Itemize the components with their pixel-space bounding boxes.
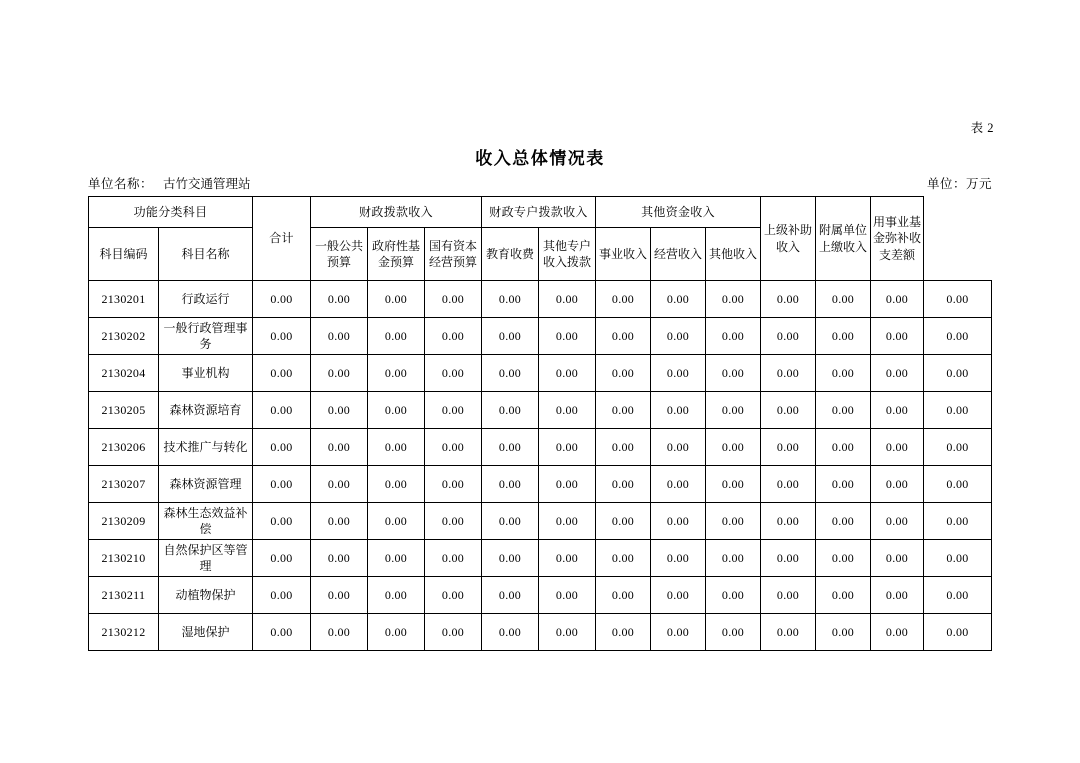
cell-value: 0.00 (539, 577, 596, 614)
cell-value: 0.00 (425, 466, 482, 503)
cell-code: 2130210 (89, 540, 159, 577)
cell-value: 0.00 (482, 392, 539, 429)
cell-name: 湿地保护 (159, 614, 253, 651)
cell-value: 0.00 (425, 281, 482, 318)
cell-value: 0.00 (761, 355, 816, 392)
cell-value: 0.00 (761, 318, 816, 355)
table-row (89, 466, 992, 503)
cell-value: 0.00 (311, 429, 368, 466)
cell-name: 自然保护区等管理 (159, 540, 253, 577)
cell-code: 2130206 (89, 429, 159, 466)
cell-value: 0.00 (482, 503, 539, 540)
cell-value: 0.00 (871, 614, 924, 651)
table-row (89, 540, 992, 577)
cell-value: 0.00 (706, 466, 761, 503)
cell-value: 0.00 (816, 466, 871, 503)
cell-value: 0.00 (425, 577, 482, 614)
cell-value: 0.00 (425, 614, 482, 651)
cell-value: 0.00 (539, 281, 596, 318)
cell-value: 0.00 (425, 503, 482, 540)
table-row (89, 392, 992, 429)
header-state-capital-budget: 国有资本经营预算 (425, 228, 482, 281)
cell-value: 0.00 (651, 503, 706, 540)
cell-value: 0.00 (482, 318, 539, 355)
cell-value: 0.00 (871, 429, 924, 466)
cell-value: 0.00 (539, 355, 596, 392)
header-fiscal-special-account: 财政专户拨款收入 (482, 197, 596, 228)
cell-value: 0.00 (816, 392, 871, 429)
cell-value: 0.00 (924, 355, 992, 392)
cell-value: 0.00 (761, 503, 816, 540)
header-gov-fund-budget: 政府性基金预算 (368, 228, 425, 281)
header-general-public-budget: 一般公共预算 (311, 228, 368, 281)
table-row (89, 429, 992, 466)
cell-value: 0.00 (368, 318, 425, 355)
cell-value: 0.00 (871, 577, 924, 614)
table-row (89, 577, 992, 614)
cell-value: 0.00 (368, 503, 425, 540)
cell-value: 0.00 (596, 281, 651, 318)
cell-code: 2130201 (89, 281, 159, 318)
cell-value: 0.00 (706, 429, 761, 466)
cell-code: 2130207 (89, 466, 159, 503)
header-category: 功能分类科目 (89, 197, 253, 228)
header-affiliated-unit: 附属单位上缴收入 (816, 197, 871, 281)
header-code: 科目编码 (89, 228, 159, 281)
cell-value: 0.00 (253, 577, 311, 614)
cell-value: 0.00 (924, 429, 992, 466)
cell-value: 0.00 (368, 577, 425, 614)
cell-value: 0.00 (816, 614, 871, 651)
cell-value: 0.00 (924, 540, 992, 577)
table-row (89, 281, 992, 318)
cell-value: 0.00 (816, 318, 871, 355)
cell-value: 0.00 (253, 281, 311, 318)
cell-value: 0.00 (253, 355, 311, 392)
header-other-funds: 其他资金收入 (596, 197, 761, 228)
cell-value: 0.00 (253, 614, 311, 651)
cell-value: 0.00 (311, 392, 368, 429)
cell-value: 0.00 (482, 281, 539, 318)
cell-value: 0.00 (706, 355, 761, 392)
cell-value: 0.00 (311, 355, 368, 392)
cell-value: 0.00 (871, 355, 924, 392)
cell-value: 0.00 (651, 614, 706, 651)
cell-value: 0.00 (425, 318, 482, 355)
cell-value: 0.00 (651, 466, 706, 503)
cell-value: 0.00 (871, 466, 924, 503)
cell-value: 0.00 (368, 429, 425, 466)
cell-value: 0.00 (706, 318, 761, 355)
cell-value: 0.00 (596, 355, 651, 392)
cell-value: 0.00 (253, 466, 311, 503)
unit-name-value: 古竹交通管理站 (163, 177, 251, 191)
cell-value: 0.00 (482, 577, 539, 614)
table-row (89, 503, 992, 540)
header-operating-income: 经营收入 (651, 228, 706, 281)
cell-value: 0.00 (253, 540, 311, 577)
unit-measure: 单位：万元 (926, 177, 992, 191)
cell-value: 0.00 (311, 577, 368, 614)
cell-value: 0.00 (871, 540, 924, 577)
table-body (89, 281, 992, 651)
table-row (89, 318, 992, 355)
cell-value: 0.00 (761, 429, 816, 466)
cell-name: 森林生态效益补偿 (159, 503, 253, 540)
cell-name: 技术推广与转化 (159, 429, 253, 466)
cell-value: 0.00 (871, 318, 924, 355)
cell-value: 0.00 (706, 281, 761, 318)
cell-value: 0.00 (924, 614, 992, 651)
header-career-income: 事业收入 (596, 228, 651, 281)
cell-value: 0.00 (311, 466, 368, 503)
income-summary-table (88, 196, 992, 651)
cell-value: 0.00 (368, 355, 425, 392)
cell-value: 0.00 (706, 392, 761, 429)
cell-value: 0.00 (596, 318, 651, 355)
cell-name: 森林资源管理 (159, 466, 253, 503)
cell-value: 0.00 (425, 540, 482, 577)
cell-value: 0.00 (924, 503, 992, 540)
cell-name: 一般行政管理事务 (159, 318, 253, 355)
cell-value: 0.00 (596, 392, 651, 429)
cell-value: 0.00 (651, 429, 706, 466)
cell-value: 0.00 (368, 466, 425, 503)
cell-name: 森林资源培育 (159, 392, 253, 429)
header-career-fund: 用事业基金弥补收支差额 (871, 197, 924, 281)
cell-value: 0.00 (651, 392, 706, 429)
cell-value: 0.00 (924, 466, 992, 503)
cell-value: 0.00 (924, 281, 992, 318)
cell-value: 0.00 (816, 503, 871, 540)
cell-value: 0.00 (425, 429, 482, 466)
cell-value: 0.00 (871, 281, 924, 318)
sheet-label: 表 2 (970, 121, 994, 135)
cell-value: 0.00 (596, 577, 651, 614)
cell-value: 0.00 (482, 355, 539, 392)
cell-value: 0.00 (761, 392, 816, 429)
header-education-fee: 教育收费 (482, 228, 539, 281)
meta-row (88, 174, 992, 192)
cell-value: 0.00 (368, 392, 425, 429)
cell-value: 0.00 (651, 281, 706, 318)
cell-value: 0.00 (368, 614, 425, 651)
cell-value: 0.00 (816, 429, 871, 466)
table-row (89, 355, 992, 392)
cell-value: 0.00 (482, 540, 539, 577)
cell-value: 0.00 (651, 577, 706, 614)
cell-value: 0.00 (311, 281, 368, 318)
cell-value: 0.00 (482, 429, 539, 466)
cell-value: 0.00 (816, 355, 871, 392)
cell-value: 0.00 (539, 429, 596, 466)
cell-name: 事业机构 (159, 355, 253, 392)
header-fiscal-appropriation: 财政拨款收入 (311, 197, 482, 228)
cell-value: 0.00 (761, 540, 816, 577)
page-title: 收入总体情况表 (475, 149, 605, 168)
cell-value: 0.00 (596, 540, 651, 577)
cell-value: 0.00 (311, 540, 368, 577)
cell-value: 0.00 (706, 503, 761, 540)
cell-value: 0.00 (253, 429, 311, 466)
cell-value: 0.00 (596, 466, 651, 503)
cell-value: 0.00 (253, 392, 311, 429)
cell-value: 0.00 (924, 318, 992, 355)
cell-code: 2130204 (89, 355, 159, 392)
cell-value: 0.00 (596, 503, 651, 540)
cell-code: 2130212 (89, 614, 159, 651)
cell-value: 0.00 (706, 577, 761, 614)
cell-value: 0.00 (761, 466, 816, 503)
header-total: 合计 (253, 197, 311, 281)
cell-value: 0.00 (706, 540, 761, 577)
cell-value: 0.00 (311, 503, 368, 540)
cell-value: 0.00 (482, 466, 539, 503)
cell-name: 动植物保护 (159, 577, 253, 614)
cell-value: 0.00 (651, 540, 706, 577)
cell-value: 0.00 (761, 281, 816, 318)
cell-value: 0.00 (706, 614, 761, 651)
cell-code: 2130211 (89, 577, 159, 614)
cell-value: 0.00 (539, 614, 596, 651)
cell-value: 0.00 (253, 318, 311, 355)
cell-value: 0.00 (482, 614, 539, 651)
cell-value: 0.00 (253, 503, 311, 540)
unit-name (88, 174, 251, 192)
cell-value: 0.00 (596, 614, 651, 651)
cell-value: 0.00 (924, 577, 992, 614)
cell-value: 0.00 (539, 503, 596, 540)
cell-value: 0.00 (924, 392, 992, 429)
cell-value: 0.00 (651, 318, 706, 355)
header-superior-subsidy: 上级补助收入 (761, 197, 816, 281)
cell-value: 0.00 (816, 281, 871, 318)
header-other-income: 其他收入 (706, 228, 761, 281)
cell-code: 2130202 (89, 318, 159, 355)
cell-value: 0.00 (761, 577, 816, 614)
cell-value: 0.00 (761, 614, 816, 651)
table-row (89, 614, 992, 651)
cell-value: 0.00 (871, 392, 924, 429)
header-other-special-account: 其他专户收入拨款 (539, 228, 596, 281)
header-name: 科目名称 (159, 228, 253, 281)
cell-value: 0.00 (539, 392, 596, 429)
cell-value: 0.00 (871, 503, 924, 540)
cell-value: 0.00 (651, 355, 706, 392)
unit-name-label: 单位名称： (88, 177, 154, 191)
cell-value: 0.00 (368, 540, 425, 577)
table-header-row-1 (89, 197, 992, 228)
cell-value: 0.00 (425, 392, 482, 429)
cell-value: 0.00 (816, 540, 871, 577)
cell-value: 0.00 (816, 577, 871, 614)
cell-value: 0.00 (539, 540, 596, 577)
cell-name: 行政运行 (159, 281, 253, 318)
cell-value: 0.00 (425, 355, 482, 392)
cell-value: 0.00 (311, 614, 368, 651)
cell-value: 0.00 (539, 466, 596, 503)
cell-code: 2130205 (89, 392, 159, 429)
cell-value: 0.00 (539, 318, 596, 355)
cell-value: 0.00 (311, 318, 368, 355)
cell-code: 2130209 (89, 503, 159, 540)
cell-value: 0.00 (596, 429, 651, 466)
cell-value: 0.00 (368, 281, 425, 318)
